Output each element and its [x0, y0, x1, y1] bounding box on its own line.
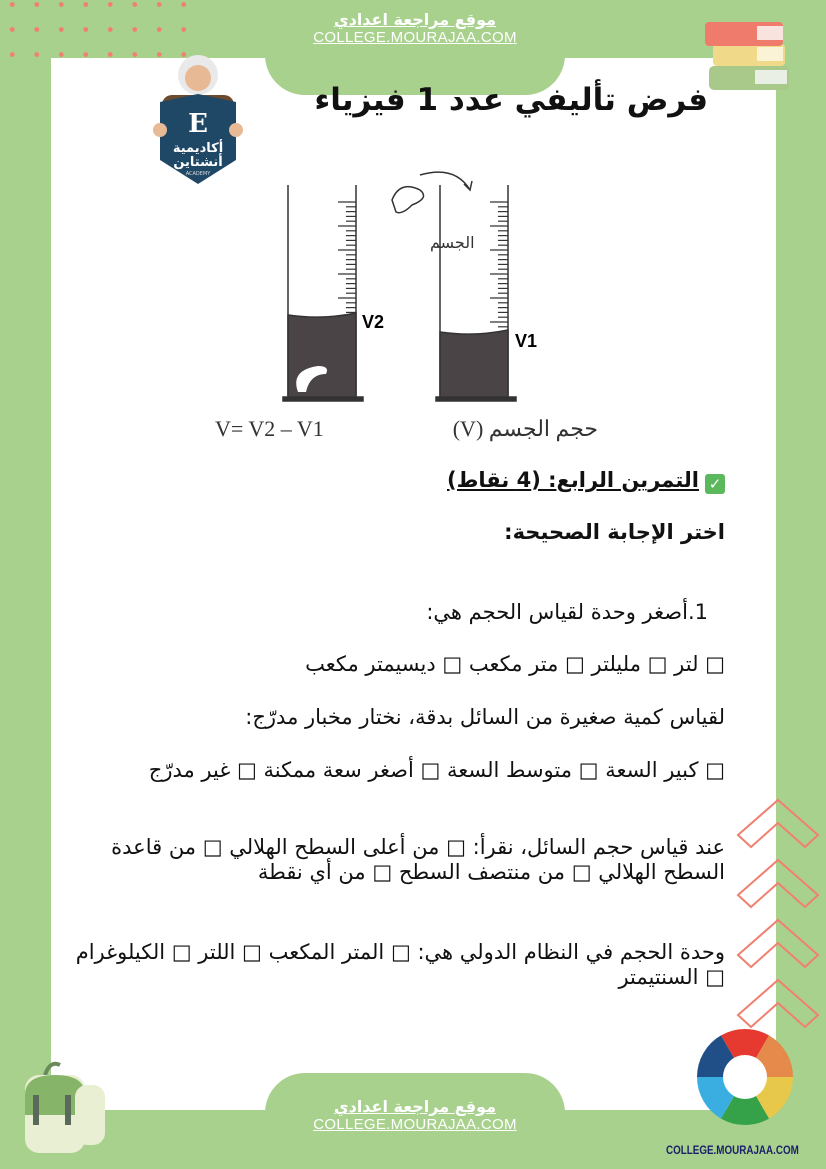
chevron-decoration — [733, 915, 823, 975]
badge-site-url[interactable]: COLLEGE.MOURAJAA.COM — [666, 1143, 799, 1157]
question-2-options: □ كبير السعة □ متوسط السعة □ أصغر سعة ممكنة □ غير مدرّج — [148, 758, 725, 782]
backpack-icon — [15, 1055, 115, 1155]
v2-label: V2 — [362, 312, 385, 332]
volume-formula: V= V2 – V1 — [215, 416, 324, 441]
chevron-decoration — [733, 795, 823, 855]
question-4: وحدة الحجم في النظام الدولي هي: □ المتر المكعب □ اللتر □ الكيلوغرام □ السنتيمتر — [75, 940, 725, 989]
tick-marks — [338, 202, 508, 327]
logo-name-1: أكاديمية — [172, 141, 224, 156]
logo-sub: ACADEMY — [185, 171, 211, 177]
graduated-cylinder-diagram — [0, 0, 826, 460]
checkmark-icon: ✓ — [705, 474, 725, 494]
footer-site-name: موقع مراجعة اعدادي — [333, 1097, 497, 1116]
exercise-heading — [447, 468, 725, 494]
header-site-name: موقع مراجعة اعدادي — [333, 10, 497, 29]
instruction: اختر الإجابة الصحيحة: — [504, 520, 725, 544]
question-2: لقياس كمية صغيرة من السائل بدقة، نختار مخبار مدرّج: — [245, 705, 725, 729]
header-site-url[interactable]: COLLEGE.MOURAJAA.COM — [313, 29, 517, 46]
cylinder-v1 — [392, 172, 516, 401]
question-3: عند قياس حجم السائل، نقرأ: □ من أعلى السطح الهلالي □ من قاعدة السطح الهلالي □ من منتصف السطح □ من أي نقطة — [111, 835, 725, 884]
logo-letter: E — [188, 109, 208, 139]
v1-label: V1 — [515, 331, 538, 351]
footer-tab — [265, 1073, 565, 1169]
question-1: 1.أصغر وحدة لقياس الحجم هي: — [426, 600, 708, 624]
logo-name-2: أنشتاين — [173, 155, 223, 170]
volume-caption: حجم الجسم (V) — [452, 416, 598, 441]
chevron-decoration — [733, 855, 823, 915]
question-1-options: □ لتر □ مليلتر □ متر مكعب □ ديسيمتر مكعب — [305, 652, 725, 676]
footer-site-url[interactable]: COLLEGE.MOURAJAA.COM — [313, 1116, 517, 1133]
page-title: فرض تأليفي عدد 1 فيزياء — [314, 82, 708, 118]
subjects-wheel-icon — [695, 1022, 795, 1142]
exercise-heading-text: التمرين الرابع: (4 نقاط) — [446, 468, 699, 492]
object-label: الجسم — [430, 233, 475, 252]
